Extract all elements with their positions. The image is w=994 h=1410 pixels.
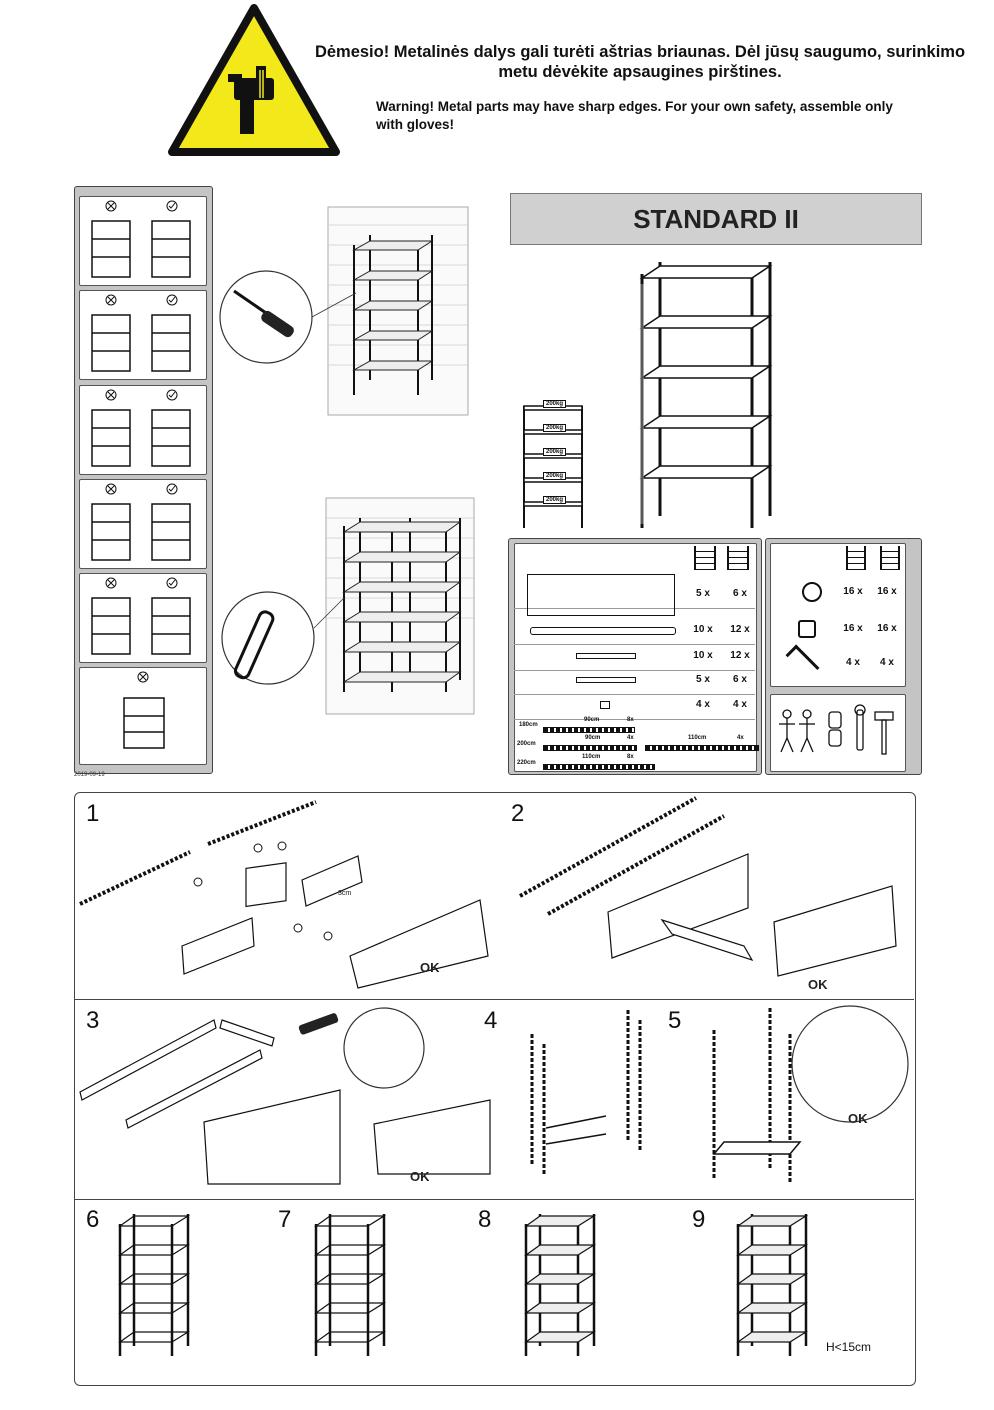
upright-bar-icon [543,727,635,733]
ok-label-1: OK [420,960,440,975]
part-quantity: 4 x [696,699,710,710]
step-number-3: 3 [86,1007,100,1034]
height-note: H<15cm [826,1340,872,1354]
step-9-illustration [734,1210,814,1360]
print-date: 2019-09-19 [74,772,105,778]
dos-donts-card [79,573,207,663]
height-option-label: 90cm [584,717,600,723]
step-8-illustration [522,1210,602,1360]
hardware-quantity: 16 x [877,623,897,634]
step-number-4: 4 [484,1007,498,1034]
upright-bar-icon [543,764,655,770]
bolt-icon [798,620,816,638]
short-beam-icon [576,653,636,659]
load-capacity-diagram [520,398,588,530]
part-row-divider [514,719,755,720]
nut-icon [802,582,822,602]
height-option-label: 110cm [688,735,707,741]
step-number-8: 8 [478,1206,492,1233]
steps-divider-2 [74,1199,914,1200]
dos-donts-card [79,196,207,286]
dos-donts-icons [80,480,206,570]
part-quantity: 5 x [696,588,710,599]
height-option-label: 110cm [582,754,601,760]
shelf-unit-illustration [636,254,776,532]
upright-bar-icon [543,745,637,751]
dos-donts-card [79,667,207,765]
dos-donts-card [79,479,207,569]
hardware-quantity: 4 x [846,657,860,668]
hardware-quantity: 16 x [843,623,863,634]
ok-label-2: OK [808,977,828,992]
height-option-label: 8x [627,717,634,723]
short-beam-icon [576,677,636,683]
step-6-illustration [116,1210,196,1360]
step-5-illustration [700,1004,912,1196]
warning-text-en: Warning! Metal parts may have sharp edges. For your own safety, assemble only with gloves! [376,99,893,132]
long-beam-icon [530,627,676,635]
dos-donts-icons [80,386,206,476]
step-3-illustration [78,1004,498,1196]
wall-mount-illustration [218,205,470,415]
height-option-label: 200cm [517,741,536,747]
dimension-3cm: 3cm [338,890,352,897]
part-quantity: 10 x [693,650,713,661]
hardware-quantity: 16 x [877,586,897,597]
part-quantity: 5 x [696,674,710,685]
dos-donts-icons [80,197,206,287]
dos-donts-card [79,290,207,380]
dos-donts-card [79,385,207,475]
height-option-label: 4x [737,735,744,741]
shelf-type-icon [727,546,749,570]
height-option-label: 220cm [517,760,536,766]
part-quantity: 12 x [730,650,750,661]
dos-donts-icons [80,291,206,381]
height-option-label: 90cm [585,735,601,741]
steps-divider-1 [74,999,914,1000]
height-option-label: 4x [627,735,634,741]
product-name: STANDARD II [510,193,922,245]
height-option-label: 8x [627,754,634,760]
height-option-label: 180cm [519,722,538,728]
part-row-divider [514,644,755,645]
hardware-quantity: 16 x [843,586,863,597]
tools-icons [775,700,900,766]
hardware-quantity: 4 x [880,657,894,668]
upright-bar-icon [645,745,759,751]
load-label: 200kg [543,424,566,432]
load-label: 200kg [543,496,566,504]
part-quantity: 4 x [733,699,747,710]
step-2-illustration [512,796,912,996]
step-number-1: 1 [86,800,100,827]
shelf-type-icon [694,546,716,570]
wall-anchor-illustration [220,498,475,716]
step-4-illustration [510,1004,660,1196]
shelf-board-icon [527,574,675,616]
step-number-6: 6 [86,1206,100,1233]
dos-donts-icons [80,574,206,664]
shelf-type-icon [846,546,866,570]
part-row-divider [514,670,755,671]
load-label: 200kg [543,400,566,408]
step-number-5: 5 [668,1007,682,1034]
step-number-9: 9 [692,1206,706,1233]
load-label: 200kg [543,472,566,480]
dos-donts-icons [80,668,206,758]
part-quantity: 6 x [733,588,747,599]
ok-label-3: OK [410,1169,430,1184]
part-quantity: 10 x [693,624,713,635]
ok-label-5: OK [848,1111,868,1126]
shelf-type-icon [880,546,900,570]
load-label: 200kg [543,448,566,456]
part-quantity: 12 x [730,624,750,635]
step-number-2: 2 [511,800,525,827]
step-7-illustration [312,1210,392,1360]
step-number-7: 7 [278,1206,292,1233]
part-quantity: 6 x [733,674,747,685]
clip-icon [600,701,610,709]
warning-text-lt: Dėmesio! Metalinės dalys gali turėti aštrias briaunas. Dėl jūsų saugumo, surinkimo metu dėvėkite apsaugines pirštines. [314,43,966,81]
part-row-divider [514,694,755,695]
